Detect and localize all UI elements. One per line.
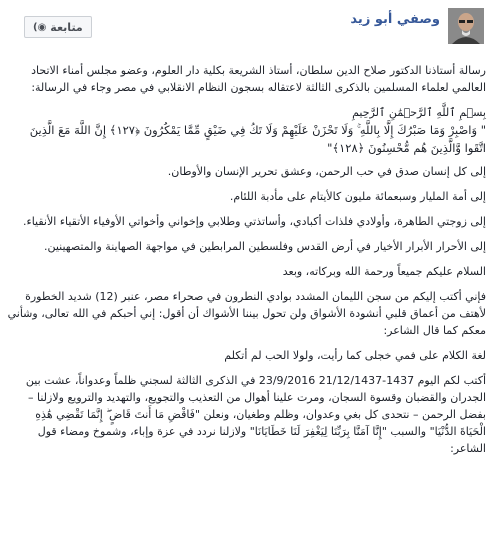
post-paragraph: إلى الأحرار الأبرار الأخيار في أرض القدس وفلسطين المرابطين في مواجهة الصهاينة والمتصهينين. [43,240,486,253]
post-paragraph: رسالة أستاذنا الدكتور صلاح الدين سلطان، أستاذ الشريعة بكلية دار العلوم، وعضو مجلس أمناء الاتحاد العالمي لعلماء المسلمين بالذكرى الثالثة لاعتقاله بسجون النظام الانقلابي في مصر وجاء في الرسالة: [31,64,486,94]
post-paragraph: إلى أمة المليار وسبعمائة مليون كالأيتام على مأدبة اللئام. [229,190,486,203]
post-paragraph: لغة الكلام على فمي خجلى كما رأيت، ولولا الحب لم أتكلم [224,349,486,362]
profile-photo-icon [448,8,484,44]
post-paragraph: السلام عليكم جميعاً ورحمة الله وبركاته، وبعد [282,265,486,278]
avatar[interactable] [448,8,484,44]
author-name[interactable]: وصفي أبو زيد [350,12,440,27]
follow-label: متابعة [50,20,83,34]
basmala: بِسۡمِ ٱللَّهِ ٱلرَّحۡمَٰنِ ٱلرَّحِيمِ [352,106,486,119]
quran-verse: " وَاصْبِرْ وَمَا صَبْرُكَ إِلَّا بِاللَّهِ ۚ وَلَا تَحْزَنْ عَلَيْهِمْ وَلَا تَكُ فِي ضَيْقٍ مِّمَّا يَمْكُرُونَ ﴿١٢٧﴾ إِنَّ اللَّهَ مَعَ الَّذِينَ اتَّقَوا وَّالَّذِينَ هُم مُّحْسِنُونَ ﴿١٢٨﴾" [29,123,486,155]
follow-button[interactable] [24,16,92,38]
post-body [6,62,486,465]
post-paragraph: فإني أكتب إليكم من سجن الليمان المشدد بوادي النطرون في صحراء مصر، عنبر (12) شديد الخطورة لأهتف من أعماق قلبي أنشودة الأشواق ولن تحول بيننا الأشواك أن أقول: إني أحبكم في الله تعالى، وشأني معكم كما قال الشاعر: [7,290,486,337]
post-header [0,8,492,52]
rss-icon: ◉) [33,21,47,33]
post-paragraph: أكتب لكم اليوم 1437-21/12/1437 23/9/2016 في الذكرى الثالثة لسجني ظلماً وعدواناً، عشت بين الجدران والقضبان وقسوة السجان، ومرت علينا أهوال من التعذيب والتجويع، والتهديد والترويع ولازلنا – بفضل الرحمن – نتحدى كل بغي وعدوان، وظلم وطغيان، ونعلن "فَاقْضِ مَا أَنتَ قَاضٍ ۖ إِنَّمَا تَقْضِي هَٰذِهِ الْحَيَاةَ الدُّنْيَا" والسبب "إِنَّا آمَنَّا بِرَبِّنَا لِيَغْفِرَ لَنَا خَطَايَانَا" ولازلنا نردد في عزة وإباء، وشموخ ومضاء قول الشاعر: [25,374,486,455]
post-paragraph: إلى كل إنسان صدق في حب الرحمن، وعشق تحرير الإنسان والأوطان. [167,165,486,178]
post-paragraph: إلى زوجتي الطاهرة، وأولادي فلذات أكبادي، وأساتذتي وطلابي وإخواني وأخواتي الأوفياء الأتقياء الأنقياء. [23,215,486,228]
